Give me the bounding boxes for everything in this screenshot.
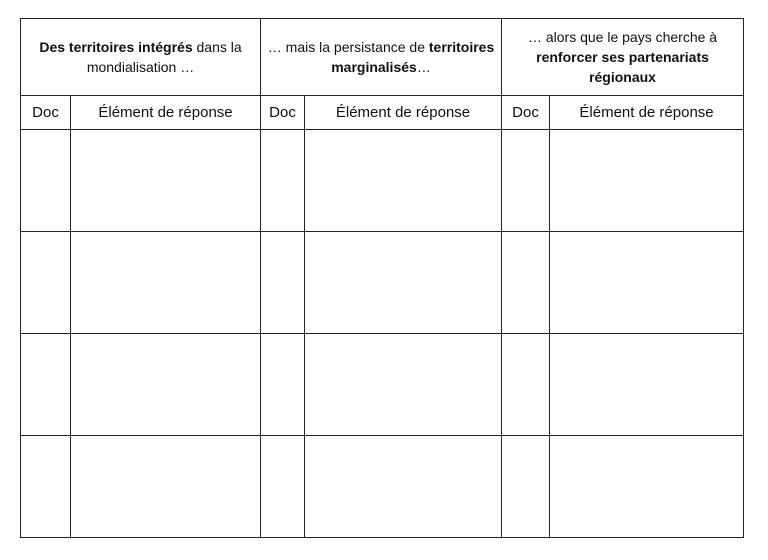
column-header-answer: Élément de réponse [305, 96, 502, 130]
doc-cell[interactable] [261, 130, 305, 232]
group-header-text: … mais la persistance de [267, 39, 429, 55]
doc-cell[interactable] [21, 232, 71, 334]
answer-cell[interactable] [550, 232, 744, 334]
doc-cell[interactable] [261, 232, 305, 334]
column-header-doc: Doc [502, 96, 550, 130]
doc-cell[interactable] [502, 130, 550, 232]
answer-cell[interactable] [71, 232, 261, 334]
doc-cell[interactable] [261, 334, 305, 436]
doc-cell[interactable] [21, 334, 71, 436]
group-header-text: … [416, 59, 431, 75]
answer-cell[interactable] [305, 436, 502, 538]
group-header-marginalized [261, 19, 502, 96]
doc-cell[interactable] [21, 436, 71, 538]
answer-cell[interactable] [71, 436, 261, 538]
answer-cell[interactable] [71, 130, 261, 232]
doc-cell[interactable] [21, 130, 71, 232]
table-row [21, 334, 744, 436]
group-header-row [21, 19, 744, 96]
table-row [21, 436, 744, 538]
group-header-bold: Des territoires intégrés [39, 39, 193, 55]
doc-cell[interactable] [502, 334, 550, 436]
answer-cell[interactable] [550, 436, 744, 538]
column-header-answer: Élément de réponse [550, 96, 744, 130]
group-header-bold: renforcer ses partenariats régionaux [536, 49, 709, 85]
answer-cell[interactable] [305, 334, 502, 436]
doc-cell[interactable] [502, 436, 550, 538]
column-header-doc: Doc [261, 96, 305, 130]
table-row [21, 232, 744, 334]
table-row [21, 130, 744, 232]
answer-cell[interactable] [71, 334, 261, 436]
group-header-text: dans la mondialisation … [86, 39, 242, 75]
answer-table [20, 18, 744, 538]
answer-cell[interactable] [550, 334, 744, 436]
group-header-text: … alors que le pays cherche à [527, 29, 718, 45]
doc-cell[interactable] [502, 232, 550, 334]
answer-cell[interactable] [550, 130, 744, 232]
column-header-answer: Élément de réponse [71, 96, 261, 130]
group-header-integrated [21, 19, 261, 96]
doc-cell[interactable] [261, 436, 305, 538]
column-header-doc: Doc [21, 96, 71, 130]
group-header-partnerships [502, 19, 744, 96]
answer-cell[interactable] [305, 232, 502, 334]
column-header-row [21, 96, 744, 130]
answer-cell[interactable] [305, 130, 502, 232]
group-header-bold: territoires marginalisés [331, 39, 495, 75]
